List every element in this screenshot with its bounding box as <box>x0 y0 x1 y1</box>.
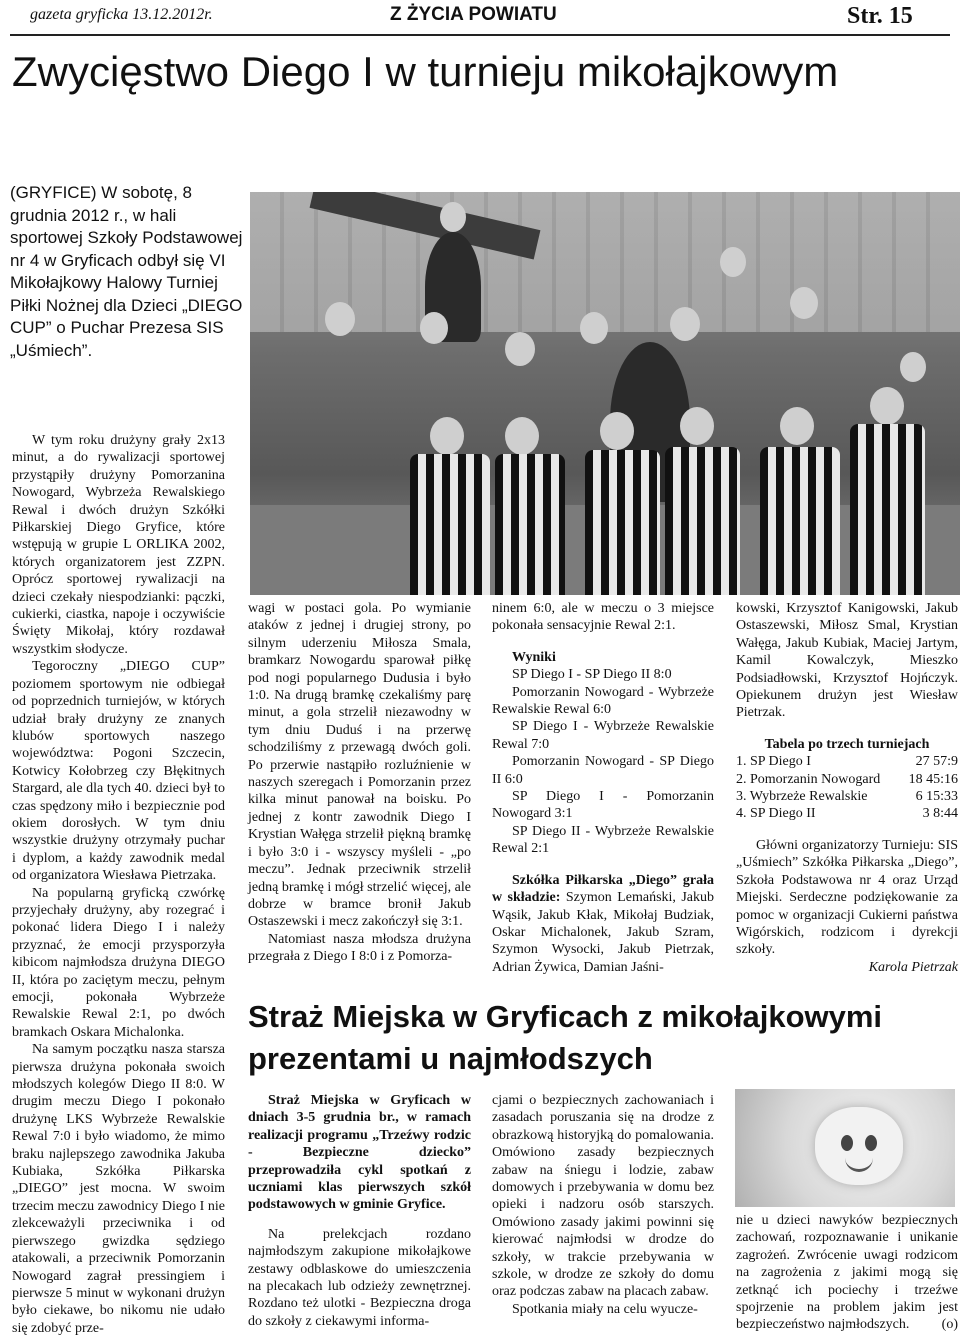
standings-table <box>736 753 958 823</box>
squad-label: Szkółka Piłkarska „Diego” grała w składzie: <box>492 872 714 906</box>
result-item: SP Diego I - Wybrzeże Rewalskie Rewal 7:0 <box>492 719 714 752</box>
result-item: Pomorzanin Nowogard - SP Diego II 6:0 <box>492 754 714 787</box>
result-item: SP Diego I - Pomorzanin Nowogard 3:1 <box>492 789 714 822</box>
article-column-3: ninem 6:0, ale w meczu o 3 miejsce pokonała sensacyjnie Rewal 2:1. Wyniki SP Diego I - SP Diego II 8:0 Pomorzanin Nowogard - Wybrzeże Rewalskie Rewal 6:0 SP Diego I - Wybrzeże Rewalskie Rewal 7:0 Pomorzanin Nowogard - SP Diego II 6:0 SP Diego I - Pomorzanin Nowogard 3:1 SP Diego II - Wybrzeże Rewalskie Rewal 2:1 Szkółka Piłkarska „Diego” grała w składzie: Szymon Lemański, Jakub Wąsik, Jakub Kłak, Mikołaj Budziak, Oskar Michalonek, Jakub Szram, Szymon Wysocki, Jakub Pietrzak, Adrian Żywica, Damian Jaśni- <box>492 601 714 975</box>
table-row: 3. Wybrzeże Rewalskie 6 15:33 <box>736 789 958 805</box>
table-row: 4. SP Diego II 3 8:44 <box>736 806 958 822</box>
article2-column-2: cjami o bezpiecznych zachowaniach i zasadach poruszania się na drodze z obrazkową historyjką do pomalowania. Omówiono zasady bezpiecznych zabaw na śniegu i lodzie, zabaw domowych i przebywania w domu bez opieki i nadzoru osób starszych. Omówiono zasady jakimi powinni się kierować najmłodsi w drodze do szkoły, w trakcie przebywania w szkole, w drodze ze szkoły do domu oraz podczas zabaw na placach zabaw. Spotkania miały na celu wyucze- <box>492 1093 714 1317</box>
results-title: Wyniki <box>512 649 556 665</box>
article-title: Zwycięstwo Diego I w turnieju mikołajkowym <box>12 48 839 95</box>
team-photo <box>250 192 960 595</box>
header-date: gazeta gryficka 13.12.2012r. <box>30 6 213 23</box>
article2-column-3: nie u dzieci nawyków bezpiecznych zachowań, rozpoznawanie i unikanie zagrożeń. Zwrócenie uwagi rodzicom na zagrożenia z jakimi mogą się zetknąć ich pociechy i trzeźwe spojrzenie na problem jakim jest bezpieczeństwo najmłodszych. (o) <box>736 1213 958 1333</box>
header-section: Z ŻYCIA POWIATU <box>390 4 557 25</box>
thanks-text: Główni organizatorzy Turnieju: SIS „Uśmiech” Szkółka Piłkarska „Diego”, Szkoła Podstawowa nr 4 oraz Urząd Miejski. Serdeczne podziękowanie za pomoc w organizacji Cukierni państwa Wigórskich, rodzicom i dyrekcji szkoły. <box>736 837 958 958</box>
squad-text: Szymon Lemański, Jakub Wąsik, Jakub Kłak, Mikołaj Budziak, Oskar Michalonek, Jakub Szram, Szymon Wysocki, Jakub Pietrzak, Adrian Żywica, Damian Jaśni- <box>492 890 714 975</box>
table-row: 2. Pomorzanin Nowogard 18 45:16 <box>736 771 958 787</box>
result-item: SP Diego I - SP Diego II 8:0 <box>512 667 672 683</box>
author: Karola Pietrzak <box>868 959 958 975</box>
article2-lead: Straż Miejska w Gryficach w dniach 3-5 grudnia br., w ramach realizacji programu „Trzeźwy rodzic - Bezpieczne dziecko” przeprowadziła cykl spotkań z uczniami klas pierwszych szkół podstawowych w gminie Gryfice. <box>248 1093 471 1213</box>
smiley-face-icon <box>815 1107 903 1185</box>
article-column-4: kowski, Krzysztof Kanigowski, Jakub Ostaszewski, Miłosz Smal, Krystian Wałęga, Jakub Kubiak, Maciej Jartym, Kamil Kowalczyk, Mieszko Podsiadłowski, Krzysztof Hojńczyk. Opiekunem drużyn jest Wiesław Pietrzak. Tabela po trzech turniejach 1. SP Diego I 27 57:9 2. Pomorzanin Nowogard 18 45:16 3. Wybrzeże Rewalskie 6 15:33 4. SP Diego II 3 8:44 Główni organizatorzy Turnieju: SIS „Uśmiech” Szkółka Piłkarska „Diego”, Szkoła Podstawowa nr 4 oraz Urząd Miejski. Serdeczne podziękowanie za pomoc w organizacji Cukierni państwa Wigórskich, rodzicom i dyrekcji szkoły. Karola Pietrzak <box>736 601 958 975</box>
article-column-2: wagi w postaci gola. Po wymianie ataków z jednej i drugiej strony, po silnym uderzeniu Miłosza Smala, bramkarz Nowogardu sparował piłkę pod nogi popularnego Dudusia i było 1:0. Na drugą bramkę czekaliśmy parę minut, a gola strzelił niezawodny w tym dniu Duduś i na przerwę schodziliśmy z przewagą dwóch goli. Po przerwie nastąpiło rozluźnienie w naszych szeregach i Pomorzanin przez kilka minut panował na boisku. Po jednej z kontr zawodnik Diego I Krystian Wałęga strzelił piękną bramkę i było 3:0 i - wszyscy myśleli - „po meczu”. Jednak przeciwnik strzelił jedną bramkę i mógł strzelić więcej, ale dobrze w bramce bronił Jakub Ostaszewski i mecz zakończył się 3:1. Natomiast nasza młodsza drużyna przegrała z Diego I 8:0 i z Pomorza- <box>248 601 471 965</box>
smiley-reflector-photo <box>735 1089 955 1207</box>
result-item: SP Diego II - Wybrzeże Rewalskie Rewal 2:1 <box>492 823 714 857</box>
article2-signature: (o) <box>941 1317 958 1333</box>
article-column-1: W tym roku drużyny grały 2x13 minut, a do rywalizacji sportowej przystąpiły drużyny Pomorzanina Nowogard, Wybrzeża Rewalskiego Rewal i dwóch drużyn Szkółki Piłkarskiej Diego Gryfice, które wstępują w grupie L ORLIKA 2002, których organizatorem jest ZZPN. Oprócz sportowej rywalizacji na dzieci czekały niespodzianki: pączki, cukierki, ciastka, napoje i oczywiście Święty Mikołaj, który rozdawał wszystkim słodycze. Tegoroczny „DIEGO CUP” poziomem sportowym nie odbiegał od poprzednich turniejów, w których udział brały drużyny ze znanych klubów sportowych naszego województwa: Pogoni Szczecin, Kotwicy Kołobrzeg czy Błękitnych Stargard, ale dla tych 40. dzieci był to czas spędzony miło i bezpiecznie pod okiem dorosłych. W tym dniu wszystkie drużyny otrzymały puchar i dyplom, a każdy zawodnik medal od organizatora Wiesława Pietrzaka. Na popularną gryficką czwórkę przyjechały drużyny, aby rozegrać i pokonać lidera Diego I i należy przyznać, że emocji przysporzyła kibicom najmłodsza drużyna DIEGO II, która po zaciętym meczu, pełnym emocji, pokonała Wybrzeże Rewalskie Rewal 2:1, po dwóch bramkach Oskara Michalonka. Na samym początku nasza starsza pierwsza drużyna pokonała swoich młodszych kolegów Diego II 8:0. W drugim meczu Diego I pokonało drużynę LKS Wybrzeże Rewalskie Rewal 7:0 i było wiadomo, że mimo braku najlepszego zawodnika Jakuba Kubiaka, Szkółka Piłkarska „DIEGO” jest mocna. W swoim trzecim meczu zawodnicy Diego I nie zlekceważyli przeciwnika i od pierwszego gwizdka sędziego atakowali, a przeciwnik Pomorzanin Nowogard zagrał pressingiem i pierwsze 5 minut w wykonani drużyn było ciekawe, bo nikomu nie udało się zdobyć prze- <box>12 433 225 1336</box>
header-rule <box>10 34 950 36</box>
article2-title: Straż Miejska w Gryficach z mikołajkowymi prezentami u najmłodszych <box>248 999 883 1076</box>
article-lead: (GRYFICE) W sobotę, 8 grudnia 2012 r., w hali sportowej Szkoły Podstawowej nr 4 w Gryficach odbył się VI Mikołajkowy Halowy Turniej Piłki Nożnej dla Dzieci „DIEGO CUP” o Puchar Prezesa SIS „Uśmiech”. <box>10 183 243 360</box>
header-page-number: Str. 15 <box>847 3 913 29</box>
article2-column-1: Straż Miejska w Gryficach w dniach 3-5 grudnia br., w ramach realizacji programu „Trzeźwy rodzic - Bezpieczne dziecko” przeprowadziła cykl spotkań z uczniami klas pierwszych szkół podstawowych w gminie Gryfice. Na prelekcjach rozdano najmłodszym zakupione mikołajkowe zestawy odblaskowe do umieszczenia na plecakach lub odzieży zewnętrznej. Rozdano też ulotki - Bezpieczna droga do szkoły z ciekawymi informa- <box>248 1093 471 1329</box>
table-row: 1. SP Diego I 27 57:9 <box>736 754 958 770</box>
result-item: Pomorzanin Nowogard - Wybrzeże Rewalskie Rewal 6:0 <box>492 684 714 718</box>
table-title: Tabela po trzech turniejach <box>764 736 930 752</box>
